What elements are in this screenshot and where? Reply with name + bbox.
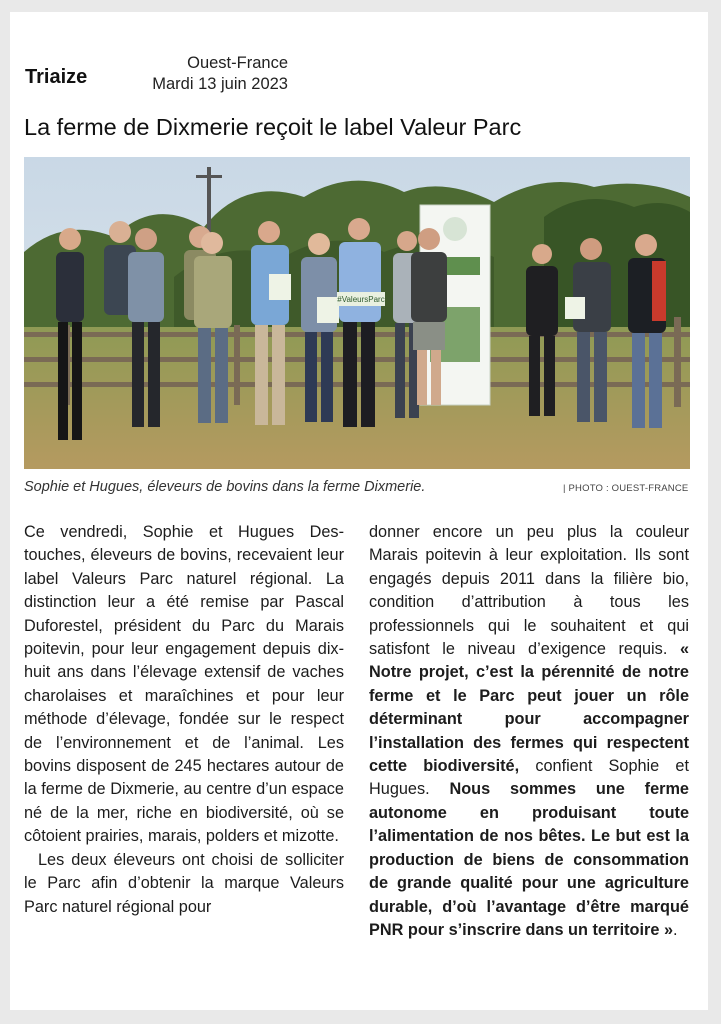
held-sign-text: #ValeursParc <box>337 295 385 304</box>
quote-attribution: confient Sophie et Hugues. <box>369 757 689 799</box>
article-photo <box>24 157 690 469</box>
town-label: Triaize <box>25 66 88 88</box>
body-text-continued: donner encore un peu plus la couleur Marais poitevin à leur exploitation. Ils sont engagés depuis 2011 dans la filière bio, condition d’attribution à tous les professionnels qui le souhaitent et qui satisfont le niveau d’exigence requis. <box>369 523 689 659</box>
group-photo-illustration <box>24 157 690 469</box>
closing-punctuation: . <box>673 920 678 939</box>
article-column-left <box>24 521 344 919</box>
quote-part-2: Nous sommes une ferme autonome en produisant toute l’alimentation de nos bêtes. Le but est la production de biens de consommation de grande qualité pour une agriculture durable, d’où l’avantage d’être marqué PNR pour s’inscrire dans un territoire » <box>369 780 689 939</box>
quote-part-1: « Notre projet, c’est la pérennité de notre ferme et le Parc peut jouer un rôle déterminant pour accompagner l’installation des fermes qui respectent cette biodiversité, <box>369 640 689 776</box>
source-block <box>118 53 288 95</box>
paragraph-continued <box>369 521 689 942</box>
headline: La ferme de Dixmerie reçoit le label Valeur Parc <box>24 114 522 140</box>
publication-date: Mardi 13 juin 2023 <box>152 75 288 93</box>
photo-caption: Sophie et Hugues, éleveurs de bovins dans la ferme Dixmerie. <box>24 479 426 495</box>
newspaper-name: Ouest-France <box>187 54 288 72</box>
paragraph-2: Les deux éleveurs ont choisi de solliciter le Parc afin d’obtenir la marque Valeurs Parc naturel régional pour <box>24 850 344 916</box>
article-column-right <box>369 521 689 942</box>
paragraph-1: Ce vendredi, Sophie et Hugues Destouches, éleveurs de bovins, recevaient leur label Valeurs Parc naturel régional. La distinction leur a été remise par Pascal Duforestel, président du Parc du Marais poitevin, pour leur engagement depuis dix-huit ans dans l’élevage extensif de vaches charolaises et maraîchines et pour leur méthode d’élevage, fondée sur le respect de l’environnement et de l’animal. Les bovins disposent de 245 hectares autour de la ferme de Dixmerie, au centre d’un espace né de la mer, riche en biodiversité, où se côtoient prairies, marais, polders et mizotte. <box>24 523 344 846</box>
photo-credit: | PHOTO : OUEST-FRANCE <box>563 483 689 494</box>
